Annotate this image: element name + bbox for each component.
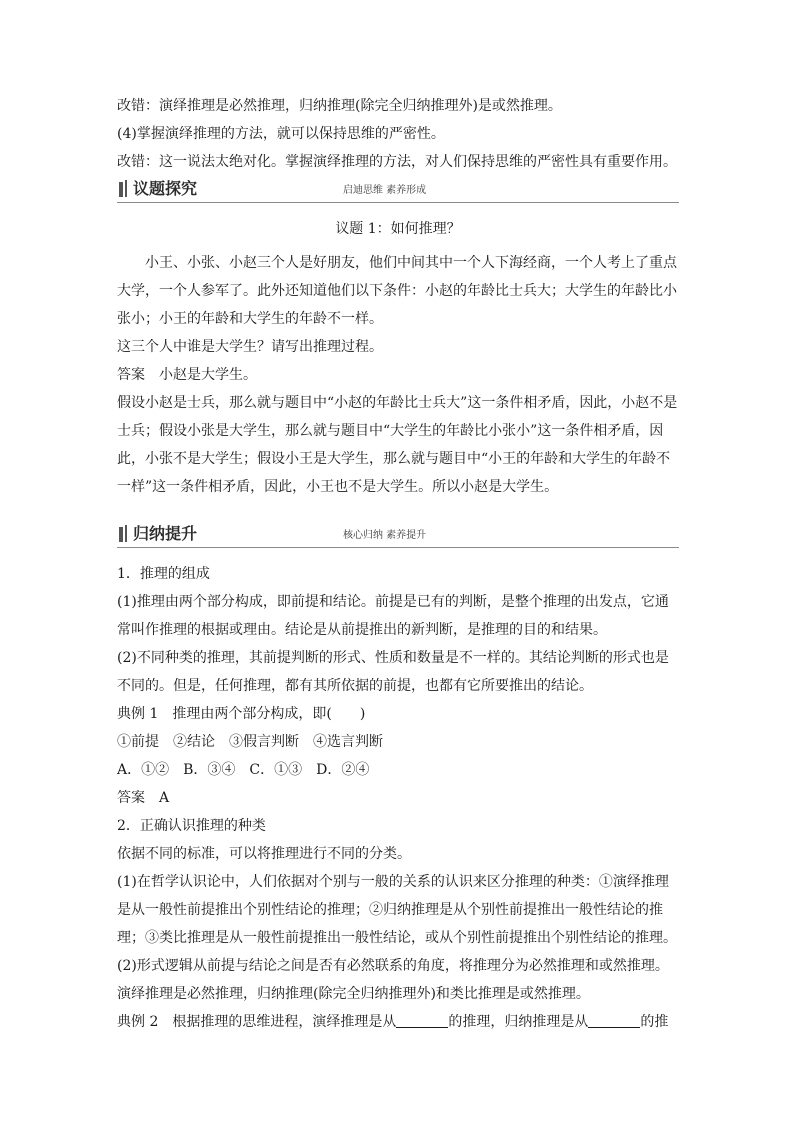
example-1-options: A．①② B．③④ C．①③ D．②④ bbox=[117, 762, 370, 778]
example-2-question bbox=[117, 1008, 679, 1036]
scenario-paragraph: 小王、小张、小赵三个人是好朋友，他们中间其中一个人下海经商，一个人考上了重点大学，一个人参军了。此外还知道他们以下条件：小赵的年龄比士兵大；大学生的年龄比小张小；小王的年龄和大学生的年龄不一样。 bbox=[117, 255, 677, 327]
document-content bbox=[117, 92, 679, 1036]
section-title: 议题探究 bbox=[133, 179, 198, 198]
answer-text: 答案 小赵是大学生。 bbox=[117, 367, 257, 383]
example-2-part-b: 的推理，归纳推理是从 bbox=[448, 1014, 589, 1030]
topic-heading: 议题 1：如何推理？ bbox=[335, 221, 461, 237]
example-2-part-a: 典例 2 根据推理的思维进程，演绎推理是从 bbox=[117, 1014, 397, 1030]
example-1-items: ①前提 ②结论 ③假言判断 ④选言判断 bbox=[117, 734, 383, 750]
correction-line-2: 改错：这一说法太绝对化。掌握演绎推理的方法，对人们保持思维的严密性具有重要作用。 bbox=[117, 154, 677, 170]
composition-paragraph-1: (1)推理由两个部分构成，即前提和结论。前提是已有的判断，是整个推理的出发点，它通常叫作推理的根据或理由。结论是从前提推出的新判断，是推理的目的和结果。 bbox=[117, 594, 669, 638]
heading-types: 2．正确认识推理的种类 bbox=[117, 818, 266, 834]
explanation-paragraph: 假设小赵是士兵，那么就与题目中“小赵的年龄比士兵大”这一条件相矛盾，因此，小赵不是士兵；假设小张是大学生，那么就与题目中“大学生的年龄比小张小”这一条件相矛盾，因此，小张不是大学生；假设小王是大学生，那么就与题目中“小王的年龄和大学生的年龄不一样”这一条件相矛盾，因此，小王也不是大学生。所以小赵是大学生。 bbox=[117, 395, 678, 495]
types-paragraph-1: 依据不同的标准，可以将推理进行不同的分类。 bbox=[117, 846, 411, 862]
section-marker-icon bbox=[119, 182, 123, 197]
question-text: 这三个人中谁是大学生？请写出推理过程。 bbox=[117, 339, 383, 355]
section-title: 归纳提升 bbox=[133, 524, 198, 543]
fill-blank-2[interactable] bbox=[588, 1013, 640, 1028]
types-paragraph-2: (1)在哲学认识论中，人们依据对个别与一般的关系的认识来区分推理的种类：①演绎推理是从一般性前提推出个别性结论的推理；②归纳推理是从个别性前提推出一般性结论的推理；③类比推理是从一般性前提推出一般性结论，或从个别性前提推出个别性结论的推理。 bbox=[117, 874, 677, 946]
correction-line-1: 改错：演绎推理是必然推理，归纳推理(除完全归纳推理外)是或然推理。 bbox=[117, 98, 562, 114]
composition-paragraph-2: (2)不同种类的推理，其前提判断的形式、性质和数量是不一样的。其结论判断的形式也是不同的。但是，任何推理，都有其所依据的前提，也都有它所要推出的结论。 bbox=[117, 650, 669, 694]
section-marker-icon-secondary bbox=[125, 180, 127, 197]
section-subtitle: 核心归纳 素养提升 bbox=[343, 530, 427, 541]
fill-blank-1[interactable] bbox=[396, 1013, 448, 1028]
example-2-part-c: 的推 bbox=[640, 1014, 669, 1030]
example-1-answer: 答案 A bbox=[117, 790, 170, 806]
example-1-question: 典例 1 推理由两个部分构成，即( ) bbox=[117, 706, 366, 722]
item-4-statement: (4)掌握演绎推理的方法，就可以保持思维的严密性。 bbox=[117, 126, 445, 142]
section-subtitle: 启迪思维 素养形成 bbox=[343, 185, 427, 196]
section-header-explore bbox=[117, 178, 679, 203]
section-header-summary bbox=[117, 523, 679, 548]
heading-composition: 1．推理的组成 bbox=[117, 566, 210, 582]
types-paragraph-3: (2)形式逻辑从前提与结论之间是否有必然联系的角度，将推理分为必然推理和或然推理。演绎推理是必然推理，归纳推理(除完全归纳推理外)和类比推理是或然推理。 bbox=[117, 958, 669, 1002]
section-marker-icon bbox=[119, 527, 123, 542]
section-marker-icon-secondary bbox=[125, 525, 127, 542]
